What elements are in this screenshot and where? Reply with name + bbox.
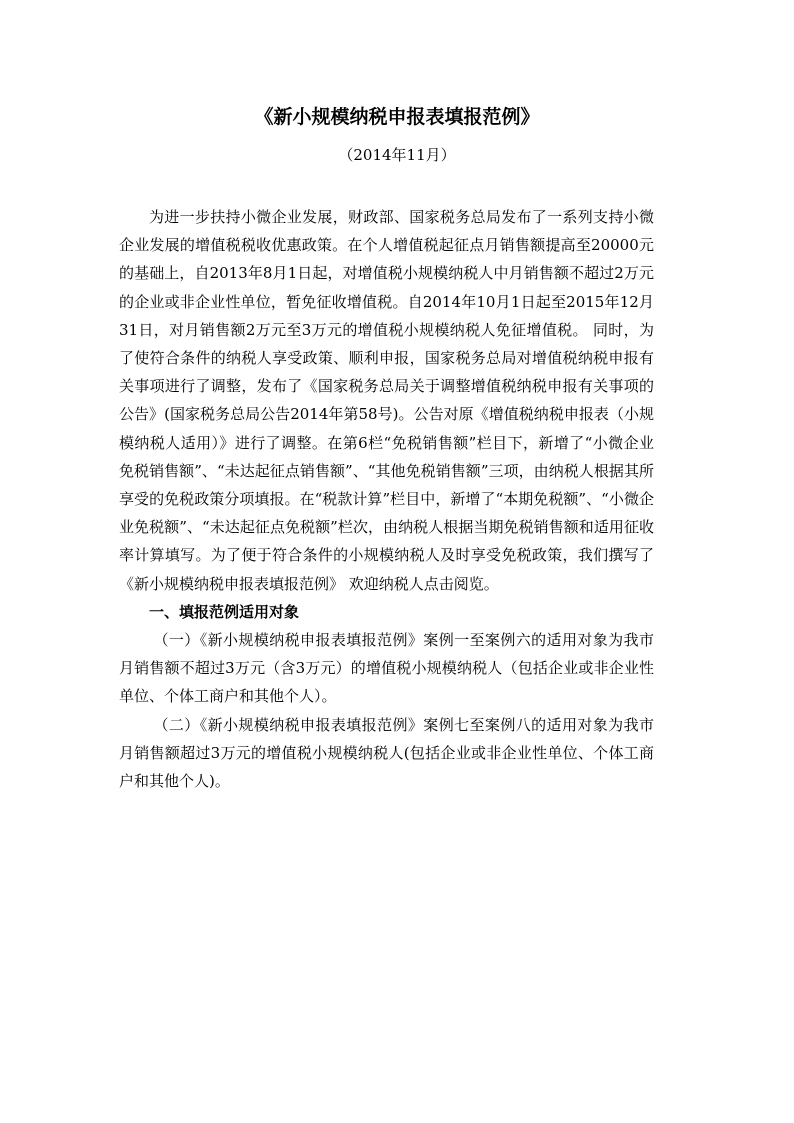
list-item-cases-1-6: （一）《新小规模纳税申报表填报范例》案例一至案例六的适用对象为我市月销售额不超过3万元（含3万元）的增值税小规模纳税人（包括企业或非企业性单位、个体工商户和其他个人）。 xyxy=(119,631,654,706)
document-body xyxy=(119,203,654,795)
section-heading-applicable-objects: 一、填报范例适用对象 xyxy=(149,602,300,621)
intro-paragraph: 为进一步扶持小微企业发展，财政部、国家税务总局发布了一系列支持小微企业发展的增值税税收优惠政策。在个人增值税起征点月销售额提高至20000元的基础上，自2013年8月1日起，对增值税小规模纳税人中月销售额不超过2万元的企业或非企业性单位，暂免征收增值税。自2014年10月1日起至2015年12月31日，对月销售额2万元至3万元的增值税小规模纳税人免征增值税。 同时，为了使符合条件的纳税人享受政策、顺利申报，国家税务总局对增值税纳税申报有关事项进行了调整，发布了《国家税务总局关于调整增值税纳税申报有关事项的公告》(国家税务总局公告2014年第58号)。公告对原《增值税纳税申报表（小规模纳税人适用）》进行了调整。在第6栏“免税销售额”栏目下，新增了“小微企业免税销售额”、“未达起征点销售额”、“其他免税销售额”三项，由纳税人根据其所享受的免税政策分项填报。在“税款计算”栏目中，新增了“本期免税额”、“小微企业免税额”、“未达起征点免税额”栏次，由纳税人根据当期免税销售额和适用征收率计算填写。为了便于符合条件的小规模纳税人及时享受免税政策，我们撰写了《新小规模纳税申报表填报范例》 欢迎纳税人点击阅览。 xyxy=(119,208,654,593)
page-title: 《新小规模纳税申报表填报范例》 xyxy=(254,106,540,128)
page-subtitle-date: （2014年11月） xyxy=(338,146,456,164)
list-item-cases-7-8: （二）《新小规模纳税申报表填报范例》案例七至案例八的适用对象为我市月销售额超过3万元的增值税小规模纳税人(包括企业或非企业性单位、个体工商户和其他个人)。 xyxy=(119,715,654,791)
